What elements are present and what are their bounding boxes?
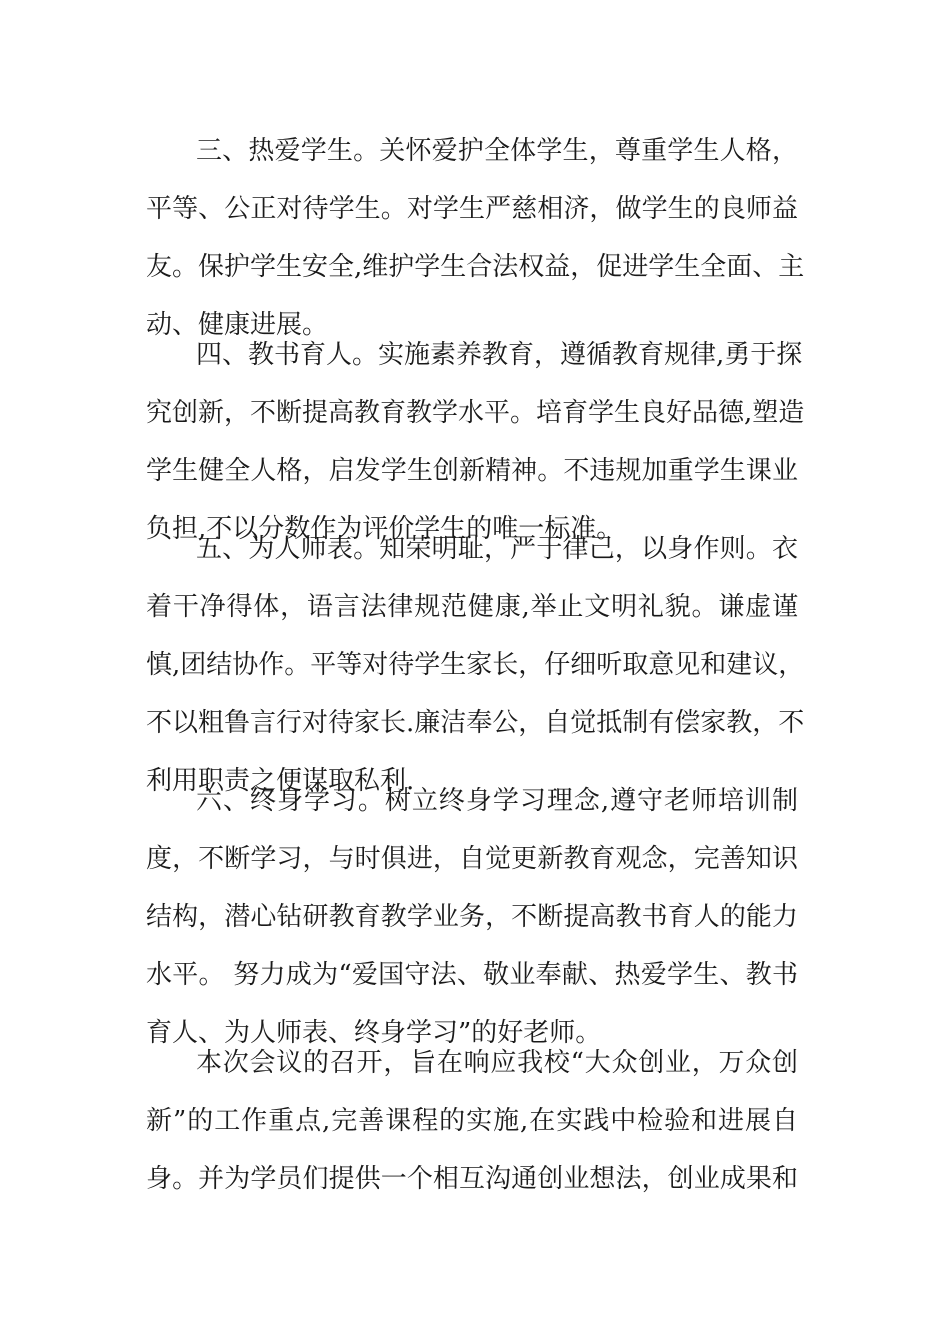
text-line: 学生健全人格，启发学生创新精神。不违规加重学生课业 bbox=[146, 456, 798, 486]
paragraph-role-model bbox=[146, 520, 805, 810]
text-line: 友。保护学生安全,维护学生合法权益，促进学生全面、主 bbox=[146, 252, 805, 282]
text-line: 平等、公正对待学生。对学生严慈相济，做学生的良师益 bbox=[146, 194, 798, 224]
text-line: 究创新，不断提高教育教学水平。培育学生良好品德,塑造 bbox=[146, 398, 805, 428]
text-line: 五、为人师表。知荣明耻，严于律己，以身作则。衣 bbox=[196, 534, 798, 564]
text-line: 不以粗鲁言行对待家长.廉洁奉公，自觉抵制有偿家教，不 bbox=[146, 708, 805, 738]
text-line: 着干净得体，语言法律规范健康,举止文明礼貌。谦虚谨 bbox=[146, 592, 798, 622]
text-line: 水平。 努力成为“爱国守法、敬业奉献、热爱学生、教书 bbox=[146, 960, 798, 990]
text-line: 利用职责之便谋取私利. bbox=[146, 766, 415, 796]
text-line: 慎,团结协作。平等对待学生家长，仔细听取意见和建议， bbox=[146, 650, 805, 680]
text-line: 新”的工作重点,完善课程的实施,在实践中检验和进展自 bbox=[146, 1106, 798, 1136]
paragraph-love-students bbox=[146, 122, 805, 354]
text-line: 四、教书育人。实施素养教育，遵循教育规律,勇于探 bbox=[196, 340, 803, 370]
paragraph-meeting-purpose bbox=[146, 1034, 798, 1208]
paragraph-lifelong-learning bbox=[146, 772, 798, 1062]
text-line: 本次会议的召开，旨在响应我校“大众创业，万众创 bbox=[196, 1048, 798, 1078]
text-line: 身。并为学员们提供一个相互沟通创业想法，创业成果和 bbox=[146, 1164, 798, 1194]
text-line: 育人、为人师表、终身学习”的好老师。 bbox=[146, 1018, 602, 1048]
text-line: 六、终身学习。树立终身学习理念,遵守老师培训制 bbox=[196, 786, 798, 816]
text-line: 动、健康进展。 bbox=[146, 310, 329, 340]
text-line: 三、热爱学生。关怀爱护全体学生，尊重学生人格， bbox=[196, 136, 798, 166]
text-line: 负担,不以分数作为评价学生的唯一标准。 bbox=[146, 514, 623, 544]
text-line: 度，不断学习，与时俱进，自觉更新教育观念，完善知识 bbox=[146, 844, 798, 874]
text-line: 结构，潜心钻研教育教学业务，不断提高教书育人的能力 bbox=[146, 902, 798, 932]
